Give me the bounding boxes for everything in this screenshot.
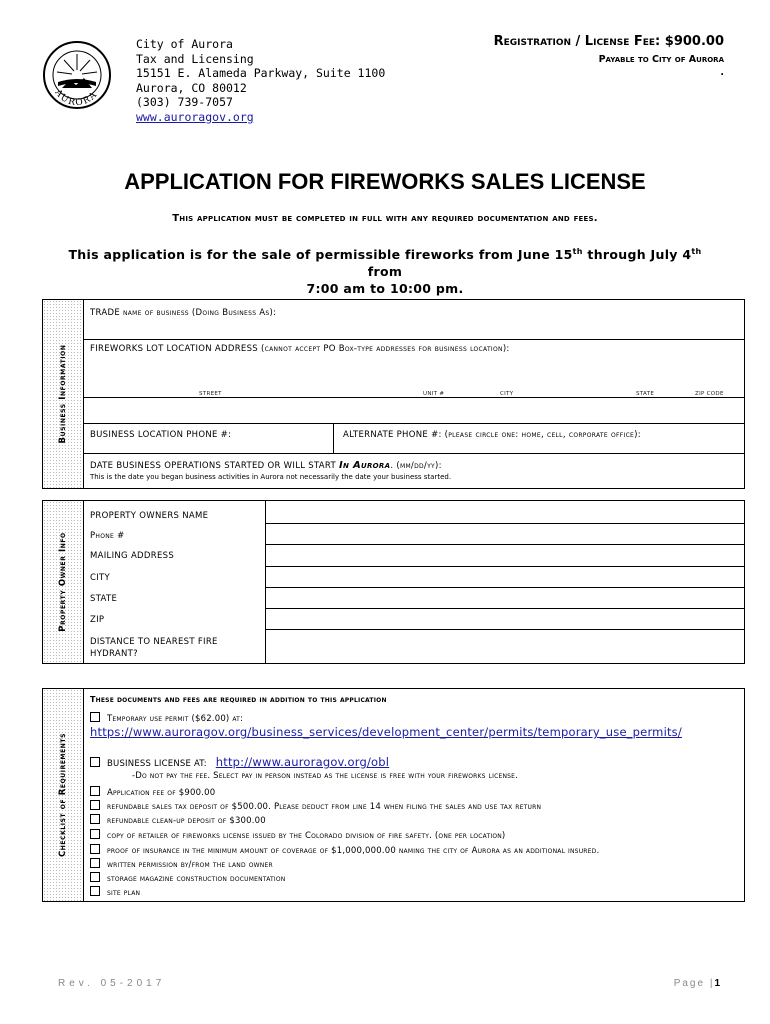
address-line: 15151 E. Alameda Parkway, Suite 1100: [136, 66, 386, 81]
checkbox[interactable]: [90, 814, 100, 824]
page-number: Page |1: [673, 978, 722, 989]
checkbox[interactable]: [90, 829, 100, 839]
svg-text:AURORA: [52, 87, 100, 108]
checkbox[interactable]: [90, 757, 100, 767]
payable-to: Payable to City of Aurora: [598, 54, 724, 65]
owner-zip-field[interactable]: [265, 608, 744, 630]
city-seal-logo: [42, 40, 112, 110]
trade-name-row[interactable]: [83, 300, 744, 340]
address-line: City of Aurora: [136, 37, 233, 51]
checklist-item[interactable]: refundable sales tax deposit of $500.00. Please deduct from line 14 when filing the sales and use tax return: [90, 800, 541, 812]
city-label: CITY: [500, 391, 514, 397]
lot-location-row[interactable]: [83, 340, 744, 398]
phone-row: [83, 424, 744, 454]
owner-name-field[interactable]: [265, 501, 744, 524]
section-side-label: Property Owner Info: [43, 501, 84, 663]
street-label: STREET: [199, 391, 222, 397]
zip-label: ZIP CODE: [695, 391, 724, 397]
registration-fee: Registration / License Fee: $900.00: [493, 34, 724, 49]
checklist-item[interactable]: copy of retailer of fireworks license issued by the Colorado division of fire safety. (one per location): [90, 829, 505, 841]
state-label: STATE: [636, 391, 655, 397]
checkbox[interactable]: [90, 858, 100, 868]
owner-zip-label: ZIP: [90, 615, 105, 625]
checkbox[interactable]: [90, 844, 100, 854]
date-started-label: DATE BUSINESS OPERATIONS STARTED OR WILL START In Aurora. (mm/dd/yy):: [90, 460, 442, 471]
section-side-label: Checklist of Requirements: [43, 689, 84, 901]
owner-state-field[interactable]: [265, 587, 744, 609]
checklist-item[interactable]: written permission by/from the land owner: [90, 858, 273, 870]
checkbox[interactable]: [90, 886, 100, 896]
checklist-item[interactable]: storage magazine construction documentation: [90, 872, 286, 884]
hydrant-distance-field[interactable]: [265, 629, 744, 664]
checkbox[interactable]: [90, 786, 100, 796]
owner-city-field[interactable]: [265, 566, 744, 588]
owner-phone-field[interactable]: [265, 523, 744, 545]
revision-label: Rev. 05-2017: [58, 978, 166, 989]
intro-text: This application is for the sale of permissible fireworks from June 15th through July 4th from 7:00 am to 10:00 pm.: [68, 247, 702, 297]
address-line: (303) 739-7057: [136, 95, 233, 110]
owner-name-label: PROPERTY OWNERS NAME: [90, 511, 209, 521]
checkbox[interactable]: [90, 872, 100, 882]
checklist-item[interactable]: Application fee of $900.00: [90, 786, 215, 798]
business-phone-label: BUSINESS LOCATION PHONE #:: [90, 430, 232, 440]
owner-mailing-field[interactable]: [265, 544, 744, 567]
payable-dot: .: [720, 67, 724, 78]
section-side-label: Business Information: [43, 300, 84, 488]
alternate-phone-label: ALTERNATE PHONE #: (please circle one: home, cell, corporate office):: [343, 430, 641, 440]
checkbox[interactable]: [90, 800, 100, 810]
website-link[interactable]: www.auroragov.org: [136, 109, 254, 124]
address-line: Tax and Licensing: [136, 51, 254, 66]
checklist-item[interactable]: site plan: [90, 886, 140, 898]
seal-text: AURORA: [52, 87, 100, 109]
page-title: APPLICATION FOR FIREWORKS SALES LICENSE: [124, 169, 646, 194]
date-started-row[interactable]: [83, 454, 744, 489]
hydrant-distance-label: DISTANCE TO NEAREST FIRE HYDRANT?: [90, 637, 218, 659]
checklist-item[interactable]: proof of insurance in the minimum amount of coverage of $1,000,000.00 naming the city of Aurora as an additional insured.: [90, 844, 599, 856]
business-phone-field[interactable]: [83, 424, 334, 453]
business-information-section: [42, 299, 745, 489]
fee-block: [494, 34, 724, 78]
subtitle: This application must be completed in full with any required documentation and fees.: [172, 213, 598, 224]
lot-location-label: FIREWORKS LOT LOCATION ADDRESS (cannot accept PO Box-type addresses for business location):: [90, 344, 510, 354]
owner-phone-label: Phone #: [90, 531, 125, 541]
property-owner-section: [42, 500, 745, 664]
business-license-note: -Do not pay the fee. Select pay in person instead as the license is free with your fireworks license.: [132, 771, 519, 781]
date-note: This is the date you began business activities in Aurora not necessarily the date your business started.: [90, 473, 452, 481]
owner-state-label: STATE: [90, 594, 118, 604]
owner-city-label: CITY: [90, 573, 111, 583]
checkbox[interactable]: [90, 712, 100, 722]
agency-address: [136, 37, 385, 125]
unit-label: UNIT #: [423, 391, 445, 397]
address-second-line[interactable]: [83, 398, 744, 424]
checklist-item-temp-permit[interactable]: Temporary use permit ($62.00) at:: [90, 712, 243, 724]
checklist-item-business-license[interactable]: BUSINESS LICENSE AT: http://www.auroragov.org/obl: [90, 755, 389, 769]
temp-permit-link[interactable]: https://www.auroragov.org/business_services/development_center/permits/temporary_use_permits/: [90, 725, 682, 739]
owner-mailing-label: MAILING ADDRESS: [90, 551, 175, 561]
checklist-item[interactable]: refundable clean-up deposit of $300.00: [90, 814, 266, 826]
address-line: Aurora, CO 80012: [136, 80, 247, 95]
trade-name-label: TRADE name of business (Doing Business As):: [90, 308, 277, 318]
business-license-link[interactable]: http://www.auroragov.org/obl: [215, 755, 390, 769]
checklist-heading: These documents and fees are required in addition to this application: [90, 695, 387, 704]
